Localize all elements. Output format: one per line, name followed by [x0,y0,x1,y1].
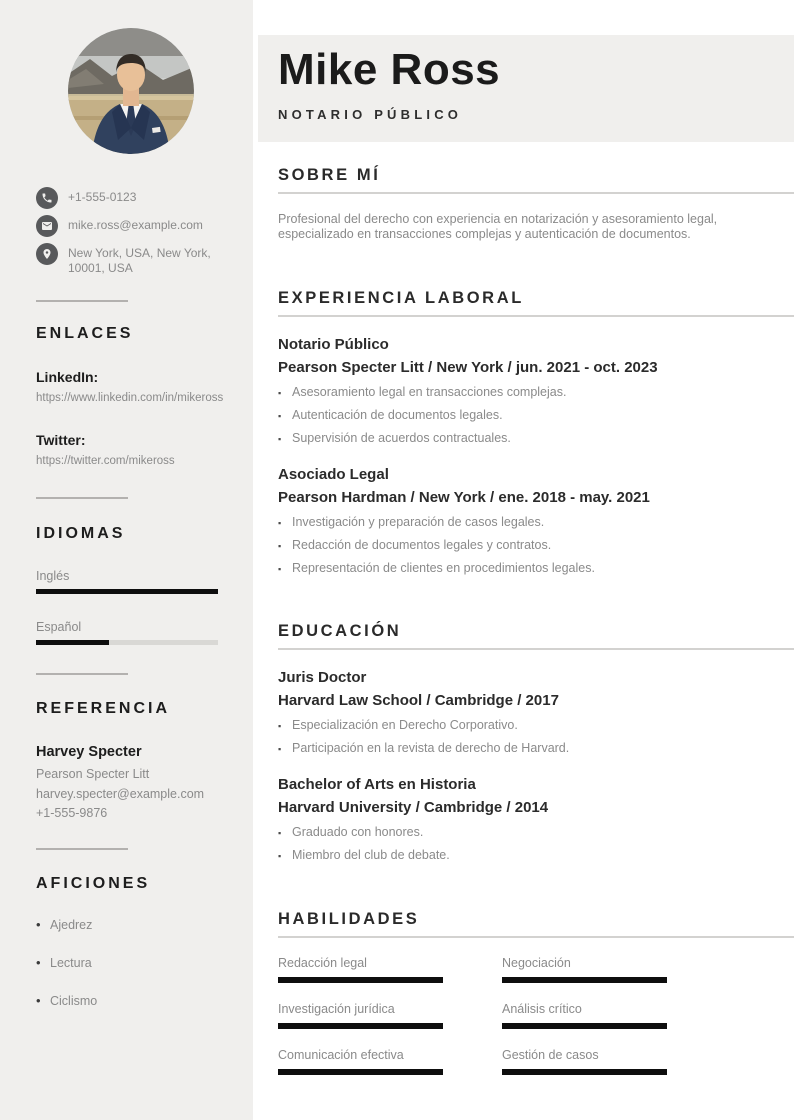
skill-level-bar [502,1069,667,1075]
hobbies-heading: AFICIONES [36,874,151,892]
skill-level-bar [278,1069,443,1075]
degree-bullet: ▪ Participación en la revista de derecho de Harvard. [278,742,794,755]
job-bullet: ▪ Representación de clientes en procedimientos legales. [278,562,794,575]
skill-name: Gestión de casos [502,1048,599,1062]
job-bullet: ▪ Redacción de documentos legales y contratos. [278,539,794,552]
skill-name: Negociación [502,956,571,970]
skill-level-fill [278,1069,443,1075]
skill-level-fill [502,1023,667,1029]
reference-email[interactable]: harvey.specter@example.com [36,786,205,801]
reference-phone: +1-555-9876 [36,806,108,820]
header-band [258,35,794,142]
skill-item [278,1003,443,1029]
job-title: Notario Público [278,336,389,353]
reference-company: Pearson Specter Litt [36,767,150,781]
degree-bullet: ▪ Miembro del club de debate. [278,849,794,862]
phone-icon [36,187,58,209]
hobby-item: • Ciclismo [36,994,226,1008]
page-title: Mike Ross [278,45,501,94]
reference-heading: REFERENCIA [36,700,171,717]
skill-level-bar [502,1023,667,1029]
job-title: Asociado Legal [278,466,389,483]
hobby-item: • Lectura [36,956,226,970]
link-item-twitter [36,432,226,469]
job-meta: Pearson Specter Litt / New York / jun. 2021 - oct. 2023 [278,359,658,376]
skill-level-fill [502,977,667,983]
education-entry [278,669,794,755]
experience-entry [278,336,794,445]
job-bullet-list [278,386,794,445]
sidebar [0,0,253,1120]
job-bullet: ▪ Supervisión de acuerdos contractuales. [278,432,794,445]
skill-level-bar [278,1023,443,1029]
email-icon [36,215,58,237]
languages-heading: IDIOMAS [36,525,126,542]
sidebar-divider [36,497,128,499]
hobby-list [36,918,226,1008]
degree-title: Bachelor of Arts en Historia [278,776,476,793]
degree-bullet-list [278,826,794,862]
experience-entry [278,466,794,575]
language-level-fill [36,640,109,645]
contact-info [36,187,226,276]
job-bullet: ▪ Investigación y preparación de casos legales. [278,516,794,529]
skill-level-fill [278,1023,443,1029]
language-level-bar [36,640,218,645]
skill-level-fill [278,977,443,983]
section-heading-skills: HABILIDADES [278,910,794,938]
degree-bullet: ▪ Graduado con honores. [278,826,794,839]
twitter-label: Twitter: [36,431,86,448]
language-level-fill [36,589,218,594]
portrait-illustration [68,28,194,154]
skill-item [502,957,667,983]
reference-details [36,765,226,824]
skill-item [502,1003,667,1029]
skill-level-bar [502,977,667,983]
contact-phone-row [36,187,226,209]
skills-grid [278,957,794,1095]
reference-name: Harvey Specter [36,744,142,760]
section-heading-about: SOBRE MÍ [278,166,794,194]
linkedin-label: LinkedIn: [36,369,99,385]
contact-location-row [36,243,226,276]
email-address[interactable]: mike.ross@example.com [68,218,203,232]
location-text: New York, USA, New York, 10001, USA [68,246,211,275]
language-name: Inglés [36,569,70,583]
linkedin-url[interactable]: https://www.linkedin.com/in/mikeross [36,392,224,404]
job-bullet-list [278,516,794,575]
twitter-url[interactable]: https://twitter.com/mikeross [36,454,175,467]
skill-name: Investigación jurídica [278,1002,395,1016]
skill-level-fill [502,1069,667,1075]
sidebar-divider [36,848,128,850]
language-level-bar [36,589,218,594]
main-content [258,166,794,1095]
about-text: Profesional del derecho con experiencia en notarización y asesoramiento legal, especializado en transacciones complejas y autenticación de documentos. [278,212,718,241]
skill-item [278,957,443,983]
language-name: Español [36,620,82,634]
section-heading-experience: EXPERIENCIA LABORAL [278,289,794,317]
job-meta: Pearson Hardman / New York / ene. 2018 - may. 2021 [278,489,650,506]
degree-meta: Harvard University / Cambridge / 2014 [278,799,549,816]
job-bullet: ▪ Asesoramiento legal en transacciones complejas. [278,386,794,399]
skill-name: Comunicación efectiva [278,1048,404,1062]
degree-bullet-list [278,719,794,755]
sidebar-divider [36,673,128,675]
job-title-subtitle: NOTARIO PÚBLICO [278,107,463,122]
degree-meta: Harvard Law School / Cambridge / 2017 [278,692,559,709]
language-item-english [36,569,226,594]
degree-bullet: ▪ Especialización en Derecho Corporativo. [278,719,794,732]
main-column [258,0,794,1120]
link-item-linkedin [36,369,226,406]
degree-title: Juris Doctor [278,669,367,686]
section-heading-education: EDUCACIÓN [278,622,794,650]
links-heading: ENLACES [36,325,134,342]
location-pin-icon [36,243,58,265]
skill-level-bar [278,977,443,983]
contact-email-row [36,215,226,237]
language-item-spanish [36,620,226,645]
skill-name: Redacción legal [278,956,367,970]
sidebar-divider [36,300,128,302]
hobby-item: • Ajedrez [36,918,226,932]
profile-photo [68,28,194,154]
phone-number: +1-555-0123 [68,190,137,204]
job-bullet: ▪ Autenticación de documentos legales. [278,409,794,422]
education-entry [278,776,794,862]
skill-item [278,1049,443,1075]
skill-item [502,1049,667,1075]
skill-name: Análisis crítico [502,1002,582,1016]
